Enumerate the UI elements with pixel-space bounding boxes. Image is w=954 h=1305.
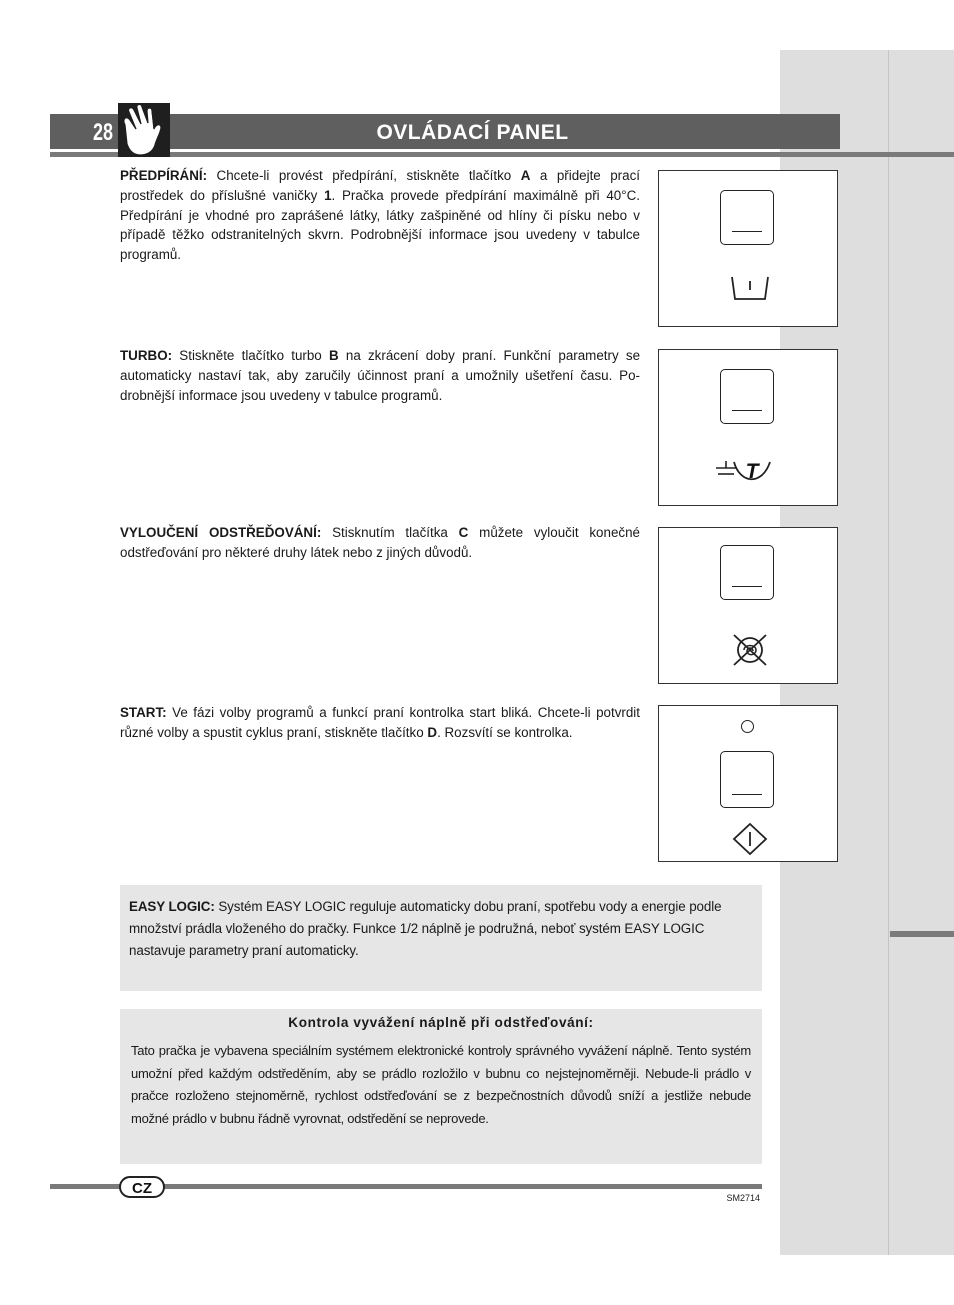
section-label: VYLOUČENÍ ODSTŘEĎOVÁNÍ: xyxy=(120,525,322,540)
no-spin-button xyxy=(720,545,774,600)
start-button-illustration xyxy=(658,705,838,862)
balance-title: Kontrola vyvážení náplně při odstřeďování: xyxy=(288,1015,594,1030)
turbo-button xyxy=(720,369,774,424)
balance-text: Tato pračka je vybavena speciálním systémem elektronické kontroly správného vyvážení náplně. Tento systém umožní před každým odstředěním, aby se prádlo rozložilo v bubnu co nejstejnoměrněji. Nebude-li prádlo v pračce rozloženo stejnoměrně, rychlost odstřeďování se z bezpečnostních důvodů sníží a jestliže nebude možné prádlo v bubnu řádně vyrovnat, odstředění se neprovede. xyxy=(131,1043,751,1126)
section-label: PŘEDPÍRÁNÍ: xyxy=(120,168,208,183)
section-turbo: TURBO: Stiskněte tlačítko turbo B na zkrácení doby praní. Funkční parametry se automaticky nastaví tak, aby zaručily účinnost praní a umožnily ušetření času. Podrobnější informace jsou uvedeny v tabulce programů. xyxy=(120,348,641,403)
header-rule xyxy=(50,152,954,157)
start-icon xyxy=(732,822,768,856)
turbo-icon xyxy=(714,454,778,486)
document-code: SM2714 xyxy=(726,1193,760,1203)
page-number: 28 xyxy=(92,119,114,146)
section-prewash: PŘEDPÍRÁNÍ: Chcete-li provést předpírání, stiskněte tlačítko A a přidejte prací prostředek do příslušné vaničky 1. Pračka provede předpírání maximálně při 40°C. Předpírání je vhodné pro zaprášené látky, látky zašpiněné od hlíny či písku nebo v případě těžko odstranitelných skvrn. Podrobnější informace jsou uvedeny v tabulce programů. xyxy=(120,168,641,263)
prewash-tub-icon xyxy=(729,274,771,304)
easy-logic-label: EASY LOGIC: xyxy=(129,899,215,914)
section-no-spin: VYLOUČENÍ ODSTŘEĎOVÁNÍ: Stisknutím tlačítka C můžete vyloučit konečné odstřeďování pro některé druhy látek nebo z jiných důvodů. xyxy=(120,525,640,560)
section-label: START: xyxy=(120,705,167,720)
easy-logic-text: EASY LOGIC: Systém EASY LOGIC reguluje automaticky dobu praní, spotřebu vody a energie podle množství prádla vloženého do pračky. Funkce 1/2 náplně je podružná, neboť systém EASY LOGIC nastavuje parametry praní automaticky. xyxy=(129,899,722,958)
prewash-button-illustration xyxy=(658,170,838,327)
start-button xyxy=(720,751,774,808)
svg-text:T: T xyxy=(745,460,759,483)
turbo-button-illustration xyxy=(658,349,838,506)
hand-icon xyxy=(118,103,170,157)
side-tab-marker xyxy=(890,931,954,937)
no-spin-icon xyxy=(731,632,769,668)
easy-logic-box xyxy=(120,885,762,991)
indicator-light-icon xyxy=(741,720,754,733)
page-title: OVLÁDACÍ PANEL xyxy=(376,121,569,144)
side-tab-divider xyxy=(888,50,889,1255)
language-badge: CZ xyxy=(119,1176,165,1198)
section-label: TURBO: xyxy=(120,348,173,363)
prewash-button xyxy=(720,190,774,245)
balance-control-box xyxy=(120,1009,762,1164)
section-start: START: Ve fázi volby programů a funkcí praní kontrolka start bliká. Chcete-li potvrdit různé volby a spustit cyklus praní, stiskněte tlačítko D. Rozsvítí se kontrolka. xyxy=(120,705,640,740)
no-spin-button-illustration xyxy=(658,527,838,684)
